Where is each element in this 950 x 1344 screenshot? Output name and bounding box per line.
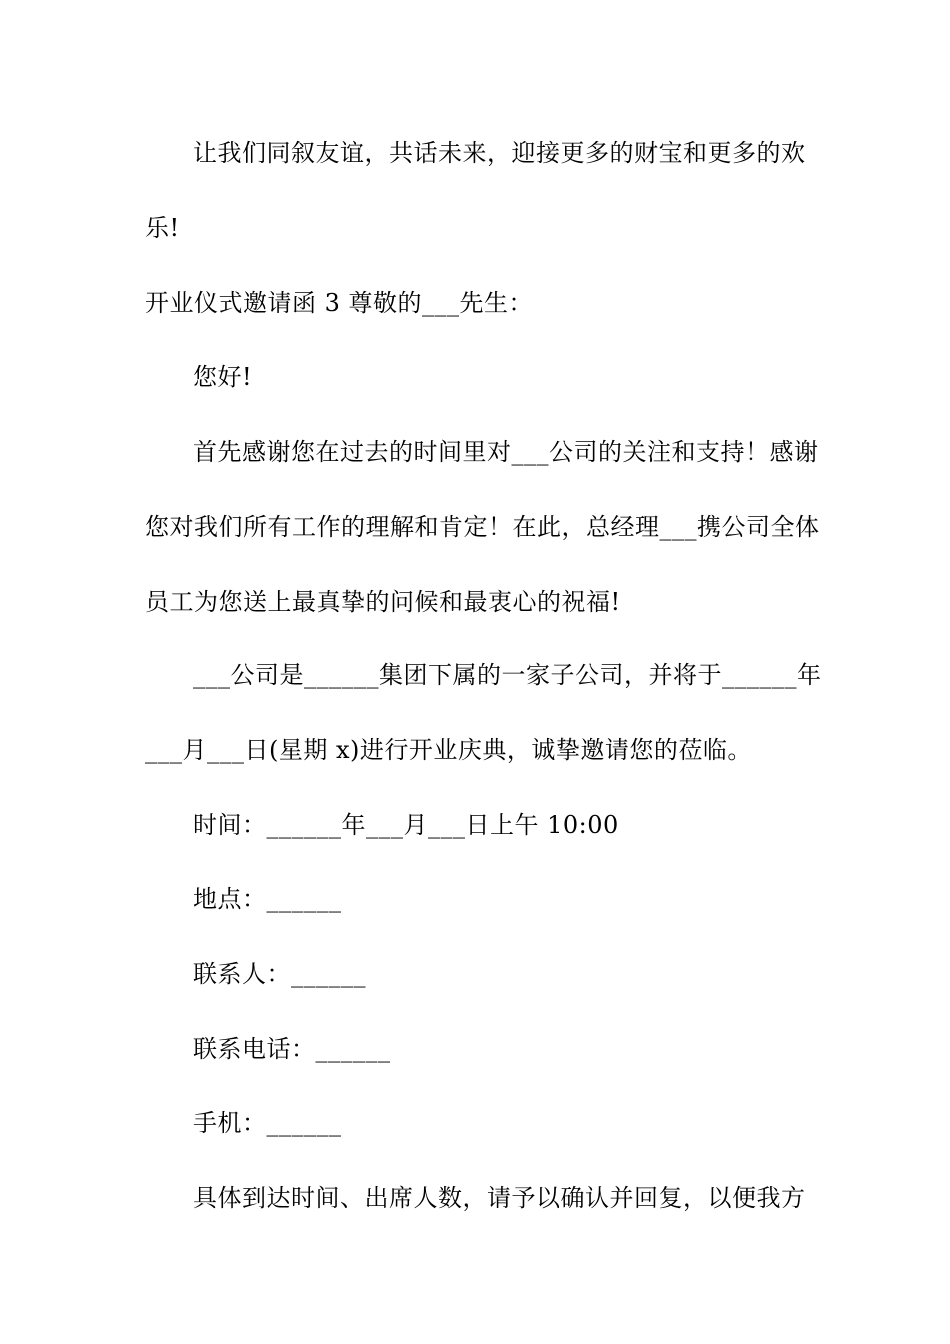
invitation-heading: 开业仪式邀请函 3 尊敬的___先生： bbox=[145, 289, 534, 317]
paragraph-closing-line-1: 让我们同叙友谊，共话未来，迎接更多的财宝和更多的欢 bbox=[193, 139, 806, 167]
paragraph-thanks-line-2: 您对我们所有工作的理解和肯定！在此，总经理___携公司全体 bbox=[145, 513, 820, 541]
paragraph-invite-line-2: ___月___日(星期 x)进行开业庆典，诚挚邀请您的莅临。 bbox=[145, 736, 752, 764]
paragraph-thanks-line-3: 员工为您送上最真挚的问候和最衷心的祝福! bbox=[145, 588, 621, 616]
field-mobile: 手机：______ bbox=[193, 1109, 342, 1137]
field-contact-phone: 联系电话：______ bbox=[193, 1035, 391, 1063]
field-contact-person: 联系人：______ bbox=[193, 960, 366, 988]
paragraph-closing-line-2: 乐! bbox=[145, 214, 180, 242]
paragraph-thanks-line-1: 首先感谢您在过去的时间里对___公司的关注和支持！感谢 bbox=[193, 438, 819, 466]
greeting: 您好! bbox=[193, 363, 253, 391]
field-location: 地点：______ bbox=[193, 885, 342, 913]
paragraph-invite-line-1: ___公司是______集团下属的一家子公司，并将于______年 bbox=[193, 661, 822, 689]
paragraph-rsvp-line-1: 具体到达时间、出席人数，请予以确认并回复，以便我方 bbox=[193, 1184, 806, 1212]
field-time: 时间：______年___月___日上午 10:00 bbox=[193, 811, 619, 839]
